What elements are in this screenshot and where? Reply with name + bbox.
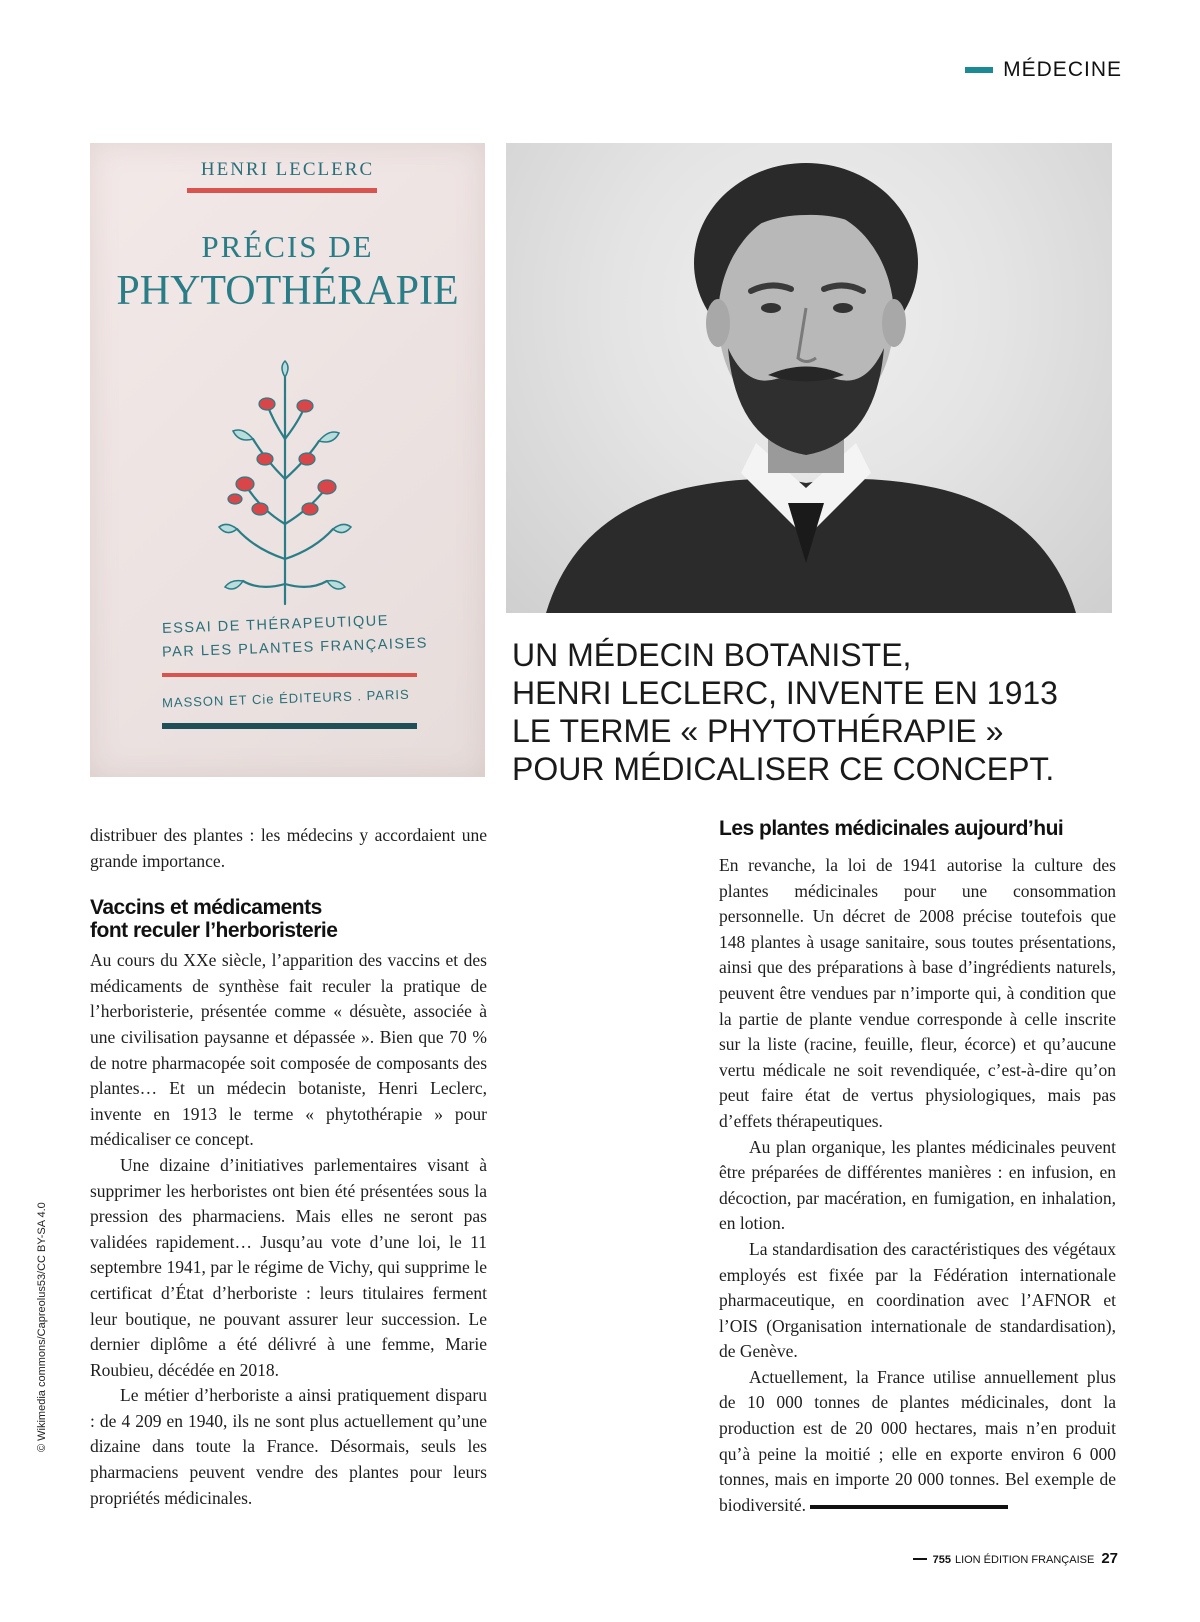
pull-quote xyxy=(512,636,1112,788)
page-footer xyxy=(913,1550,1118,1567)
heading-line: font reculer l’herboristerie xyxy=(90,919,338,943)
body-paragraph: En revanche, la loi de 1941 autorise la culture des plantes médicinales pour une consommation personnelle. Un décret de 2008 précise toutefois que 148 plantes à usage sanitaire, sous toutes présentations, ainsi que des préparations à base d’ingrédients naturels, peuvent être vendues par n’importe qui, à condition que la partie de plante vendue corresponde à celle inscrite sur la liste (racine, feuille, fleur, écorce) et qu’aucune vertu médicale ne soit revendiquée, c’est-à-dire qu’on peut faire état de vertus physiologiques, mais pas d’effets thérapeutiques. xyxy=(719,855,1116,1131)
footer-bar xyxy=(913,1558,927,1560)
intro-paragraph: distribuer des plantes : les médecins y accordaient une grande importance. xyxy=(90,825,487,871)
section-label: MÉDECINE xyxy=(1003,58,1122,81)
cover-red-rule-lower xyxy=(162,673,417,677)
cover-title-line1: PRÉCIS DE xyxy=(201,229,374,264)
cover-dark-rule xyxy=(162,723,417,729)
body-paragraph: La standardisation des caractéristiques des végétaux employés est fixée par la Fédération internationale pharmaceutique, en coordination avec l’AFNOR et l’OIS (Organisation internationale de standardisation), de Genève. xyxy=(719,1238,1116,1362)
cover-red-rule xyxy=(187,188,377,193)
book-cover-image xyxy=(90,143,485,777)
final-paragraph-text: Actuellement, la France utilise annuellement plus de 10 000 tonnes de plantes médicinales, dont la production est de 20 000 hectares, mais n’en produit qu’à peine la moitié ; elle en exporte environ 6 000 tonnes, mais en importe 20 000 tonnes. Bel exemple de biodiversité. xyxy=(719,1366,1116,1515)
section-tag xyxy=(965,58,1122,82)
body-paragraph: Le métier d’herboriste a ainsi pratiquement disparu : de 4 209 en 1940, ils ne sont plus actuellement qu’une dizaine dans toute la France. Désormais, seuls les pharmaciens peuvent vendre des plantes pour leurs propriétés médicinales. xyxy=(90,1385,487,1508)
body-paragraph: Une dizaine d’initiatives parlementaires visant à supprimer les herboristes ont bien été présentées sous la pression des pharmaciens. Mais elles ne seront pas validées rapidement… Jusqu’au vote d’une loi, le 11 septembre 1941, par le régime de Vichy, qui supprime le certificat d’État d’herboriste : leurs titulaires ferment leur boutique, ne pouvant assurer leur succession. Le dernier diplôme a été délivré à une femme, Marie Roubieu, décédée en 2018. xyxy=(90,1154,487,1380)
page-number: 27 xyxy=(1101,1550,1118,1567)
pull-quote-line: LE TERME « PHYTOTHÉRAPIE » xyxy=(512,713,1004,749)
pull-quote-line: POUR MÉDICALISER CE CONCEPT. xyxy=(512,751,1055,787)
body-paragraph-final xyxy=(719,1365,1116,1519)
portrait-illustration xyxy=(506,143,1112,613)
left-column xyxy=(90,823,487,1511)
section-heading-plantes: Les plantes médicinales aujourd’hui xyxy=(719,817,1064,840)
cover-subtitle-line1: ESSAI DE THÉRAPEUTIQUE xyxy=(161,613,390,637)
portrait-photo xyxy=(506,143,1112,613)
plant-illustration xyxy=(215,359,355,609)
cover-author: HENRI LECLERC xyxy=(200,159,375,180)
end-of-article-rule xyxy=(810,1505,1008,1509)
footer-brand: 755 xyxy=(932,1554,951,1566)
body-paragraph: Au cours du XXe siècle, l’apparition des vaccins et des médicaments de synthèse fait reculer la pratique de l’herboristerie, présentée comme « désuète, associée à une civilisation paysanne et dépassée ». Bien que 70 % de notre pharmacopée soit composée de composants des plantes… Et un médecin botaniste, Henri Leclerc, invente en 1913 le terme « phytothérapie » pour médicaliser ce concept. xyxy=(90,950,487,1150)
footer-publication: LION ÉDITION FRANÇAISE xyxy=(954,1554,1095,1566)
pull-quote-line: UN MÉDECIN BOTANISTE, xyxy=(512,637,912,673)
body-paragraph: Au plan organique, les plantes médicinales peuvent être préparées de différentes manières : en infusion, en décoction, par macération, en fumigation, en inhalation, en lotion. xyxy=(719,1136,1116,1234)
heading-line: Vaccins et médicaments xyxy=(90,896,322,920)
pull-quote-line: HENRI LECLERC, INVENTE EN 1913 xyxy=(512,675,1058,711)
section-accent-bar xyxy=(965,67,993,73)
right-column xyxy=(719,853,1116,1518)
cover-subtitle-line2: PAR LES PLANTES FRANÇAISES xyxy=(161,635,429,661)
cover-publisher: MASSON ET Cie ÉDITEURS . PARIS xyxy=(161,686,410,711)
cover-title-line2: PHYTOTHÉRAPIE xyxy=(116,268,459,314)
photo-credit: © Wikimedia commons/Capreolus53/CC BY-SA 4.0 xyxy=(36,1202,48,1452)
section-heading-vaccins xyxy=(90,896,487,942)
